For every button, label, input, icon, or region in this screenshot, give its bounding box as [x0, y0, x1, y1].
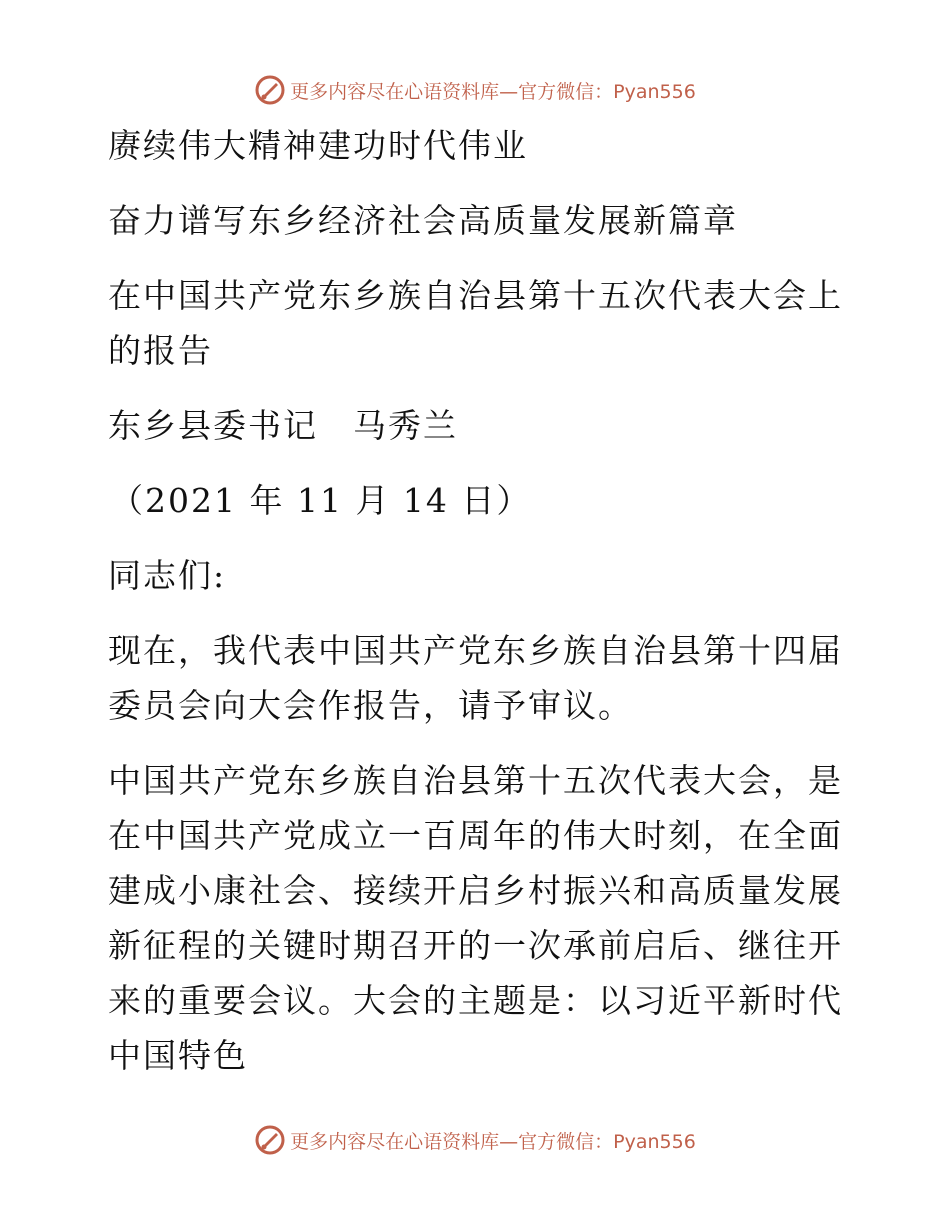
- document-body: [98, 118, 858, 1103]
- salutation: 同志们:: [108, 556, 227, 595]
- watermark-banner-bottom: [0, 1120, 950, 1160]
- watermark-text: 更多内容尽在心语资料库—官方微信：Pyan556: [290, 1130, 696, 1153]
- title-line-2: 奋力谱写东乡经济社会高质量发展新篇章: [108, 201, 738, 240]
- title-line-1: 赓续伟大精神建功时代伟业: [108, 126, 528, 165]
- title-line-3: 在中国共产党东乡族自治县第十五次代表大会上的报告: [108, 276, 843, 370]
- author-line: 东乡县委书记 马秀兰: [108, 406, 458, 445]
- watermark-banner-top: [0, 70, 950, 110]
- paragraph-2: 中国共产党东乡族自治县第十五次代表大会，是在中国共产党成立一百周年的伟大时刻，在全面建成小康社会、接续开启乡村振兴和高质量发展新征程的关键时期召开的一次承前启后、继往开来的重要会议。大会的主题是：以习近平新时代中国特色: [108, 761, 843, 1075]
- date-line: （2021 年 11 月 14 日）: [110, 481, 532, 520]
- paragraph-1: 现在，我代表中国共产党东乡族自治县第十四届委员会向大会作报告，请予审议。: [108, 631, 843, 725]
- brush-logo-icon: [254, 1124, 286, 1156]
- brush-logo-icon: [254, 74, 286, 106]
- watermark-text: 更多内容尽在心语资料库—官方微信：Pyan556: [290, 80, 696, 103]
